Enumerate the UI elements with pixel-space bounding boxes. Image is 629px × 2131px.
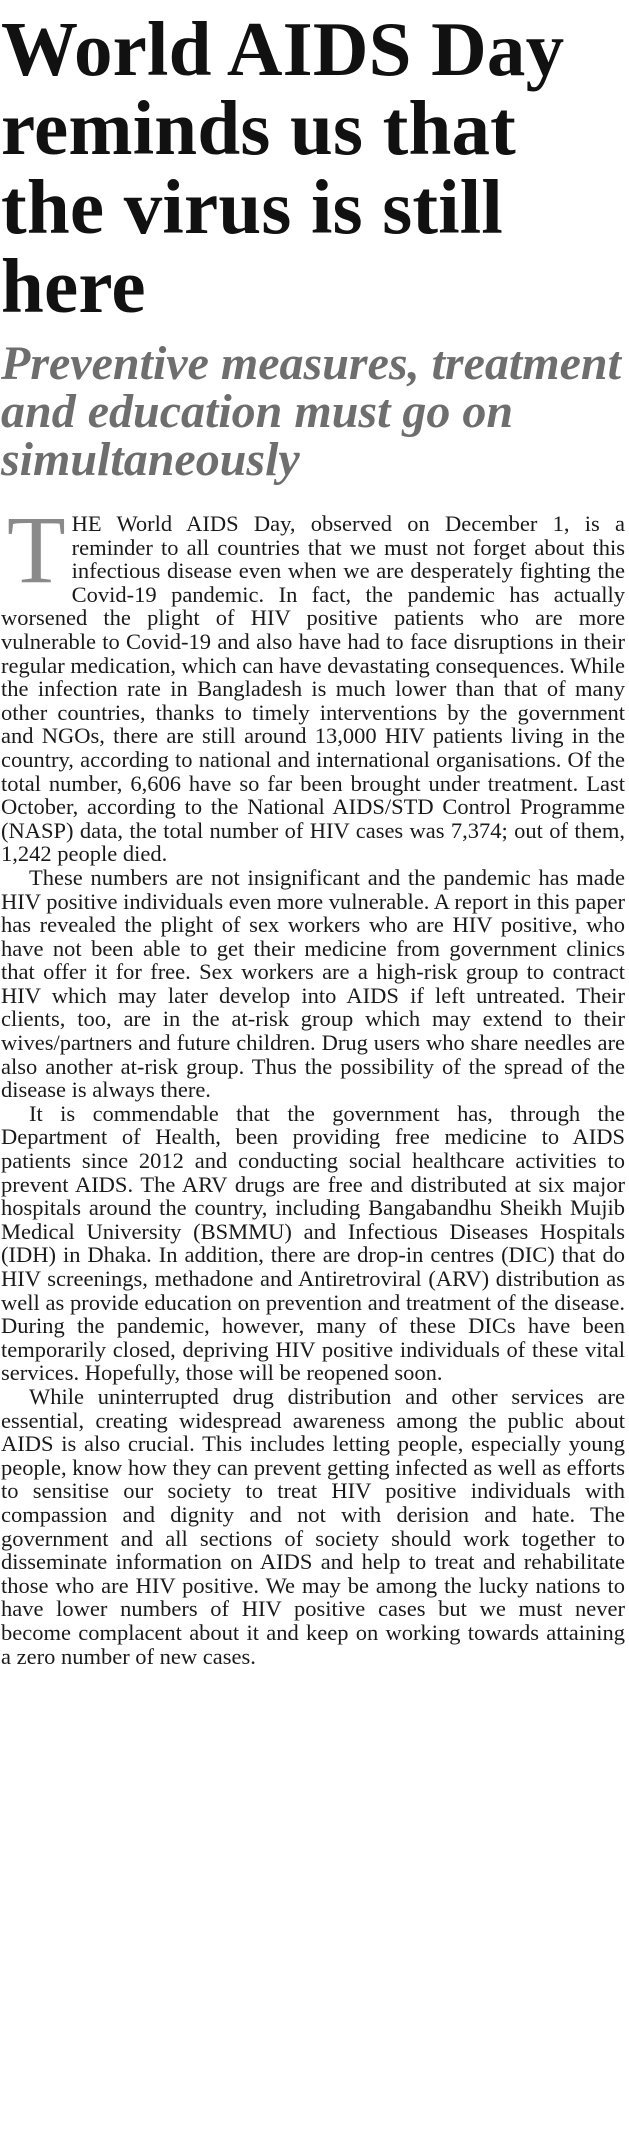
- article-paragraph-4: While uninterrupted drug distribution and other services are essential, creating widespread awareness among the public about AIDS is also crucial. This includes letting people, especially young people, know how they can prevent getting infected as well as efforts to sensitise our society to treat HIV positive individuals with compassion and dignity and not with derision and hate. The government and all sections of society should work together to disseminate information on AIDS and help to treat and rehabilitate those who are HIV positive. We may be among the lucky nations to have lower numbers of HIV positive cases but we must never become complacent about it and keep on working towards attaining a zero number of new cases.: [1, 1383, 625, 1669]
- article-subheadline: Preventive measures, treatment and education must go on simultaneously: [1, 337, 621, 486]
- drop-cap: T: [7, 496, 66, 603]
- article-paragraph-1: [1, 496, 625, 867]
- article-paragraph-3: It is commendable that the government has, through the Department of Health, been providing free medicine to AIDS patients since 2012 and conducting social healthcare activities to prevent AIDS. The ARV drugs are free and distributed at six major hospitals around the country, including Bangabandhu Sheikh Mujib Medical University (BSMMU) and Infectious Diseases Hospitals (IDH) in Dhaka. In addition, there are drop-in centres (DIC) that do HIV screenings, methadone and Antiretroviral (ARV) distribution as well as provide education on prevention and treatment of the disease. During the pandemic, however, many of these DICs have been temporarily closed, depriving HIV positive individuals of these vital services. Hopefully, those will be reopened soon.: [1, 1100, 625, 1386]
- article-headline: World AIDS Day reminds us that the virus is still here: [1, 6, 565, 329]
- article-paragraph-2: These numbers are not insignificant and the pandemic has made HIV positive individuals even more vulnerable. A report in this paper has revealed the plight of sex workers who are HIV positive, who have not been able to get their medicine from government clinics that offer it for free. Sex workers are a high-risk group to contract HIV which may later develop into AIDS if left untreated. Their clients, too, are in the at-risk group which may extend to their wives/partners and future children. Drug users who share needles are also another at-risk group. Thus the possibility of the spread of the disease is always there.: [1, 864, 625, 1103]
- paragraph-1-text: HE World AIDS Day, observed on December 1, is a reminder to all countries that we must not forget about this infectious disease even when we are desperately fighting the Covid-19 pandemic. In fact, the pandemic has actually worsened the plight of HIV positive patients who are more vulnerable to Covid-19 and also have had to face disruptions in their regular medication, which can have devastating consequences. While the infection rate in Bangladesh is much lower than that of many other countries, thanks to timely interventions by the government and NGOs, there are still around 13,000 HIV patients living in the country, according to national and international organisations. Of the total number, 6,606 have so far been brought under treatment. Last October, according to the National AIDS/STD Control Programme (NASP) data, the total number of HIV cases was 7,374; out of them, 1,242 people died.: [1, 511, 625, 867]
- article-body: [1, 496, 625, 1669]
